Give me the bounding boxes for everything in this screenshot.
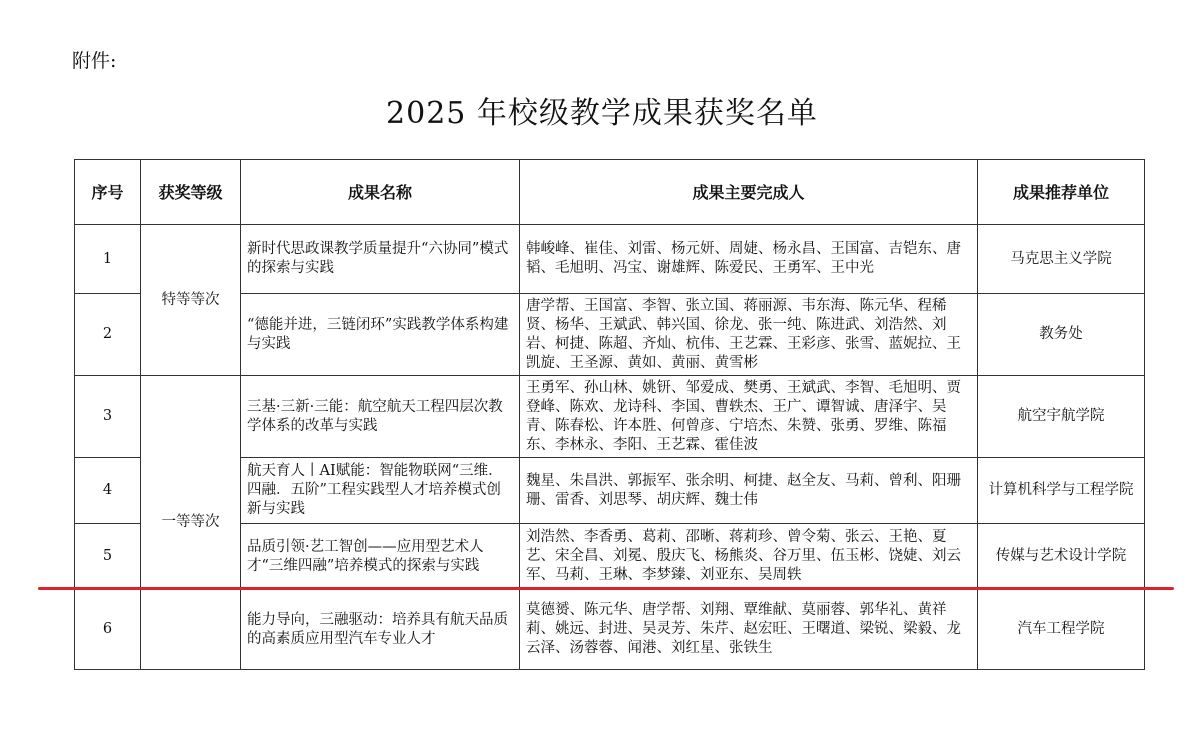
result-name: 能力导向，三融驱动：培养具有航天品质的高素质应用型汽车专业人才 (241, 590, 520, 670)
level-first: 一等等次 (141, 376, 241, 670)
result-unit: 计算机科学与工程学院 (978, 458, 1145, 524)
result-name: 航天育人丨AI赋能：智能物联网“三维．四融．五阶”工程实践型人才培养模式创新与实践 (241, 458, 520, 524)
row-no: 3 (75, 376, 141, 458)
header-no: 序号 (75, 160, 141, 225)
result-people: 刘浩然、李香勇、葛莉、邵晰、蒋莉珍、曾令菊、张云、王艳、夏艺、宋全昌、刘冕、殷庆飞、杨熊炎、谷万里、伍玉彬、饶婕、刘云军、马莉、王琳、李梦臻、刘亚东、吴周轶 (520, 524, 978, 590)
header-people: 成果主要完成人 (520, 160, 978, 225)
result-people: 魏星、朱昌洪、郭振军、张余明、柯捷、赵全友、马莉、曾利、阳珊珊、雷香、刘思琴、胡庆辉、魏士伟 (520, 458, 978, 524)
result-unit: 汽车工程学院 (978, 590, 1145, 670)
result-name: “德能并进，三链闭环”实践教学体系构建与实践 (241, 294, 520, 376)
result-unit: 传媒与艺术设计学院 (978, 524, 1145, 590)
header-name: 成果名称 (241, 160, 520, 225)
result-name: 品质引领·艺工智创——应用型艺术人才“三维四融”培养模式的探索与实践 (241, 524, 520, 590)
header-level: 获奖等级 (141, 160, 241, 225)
table-row (75, 376, 1145, 458)
table-header-row (75, 160, 1145, 225)
document-title: 2025 年校级教学成果获奖名单 (386, 96, 818, 131)
award-table (74, 159, 1145, 670)
result-name: 新时代思政课教学质量提升“六协同”模式的探索与实践 (241, 225, 520, 294)
result-unit: 马克思主义学院 (978, 225, 1145, 294)
result-people: 莫德赟、陈元华、唐学帮、刘翔、覃维献、莫丽蓉、郭华礼、黄祥莉、姚远、封进、吴灵芳、朱芹、赵宏旺、王曙道、梁锐、梁毅、龙云泽、汤蓉蓉、闻港、刘红星、张铁生 (520, 590, 978, 670)
header-unit: 成果推荐单位 (978, 160, 1145, 225)
row-no: 4 (75, 458, 141, 524)
attachment-label: 附件: (72, 50, 117, 72)
result-people: 韩峻峰、崔佳、刘雷、杨元妍、周婕、杨永昌、王国富、吉铠东、唐韬、毛旭明、冯宝、谢雄辉、陈爱民、王勇军、王中光 (520, 225, 978, 294)
result-people: 王勇军、孙山林、姚钘、邹爱成、樊勇、王斌武、李智、毛旭明、贾登峰、陈欢、龙诗科、李国、曹轶杰、王广、谭智诚、唐泽宇、吴青、陈春松、许本胜、何曾彦、宁培杰、朱赞、张勇、罗维、陈福东、李林永、李阳、王艺霖、霍佳波 (520, 376, 978, 458)
row-no: 1 (75, 225, 141, 294)
row-no: 5 (75, 524, 141, 590)
red-annotation-line (38, 587, 1174, 590)
result-unit: 教务处 (978, 294, 1145, 376)
result-name: 三基·三新·三能：航空航天工程四层次教学体系的改革与实践 (241, 376, 520, 458)
result-unit: 航空宇航学院 (978, 376, 1145, 458)
result-people: 唐学帮、王国富、李智、张立国、蒋丽源、韦东海、陈元华、程稀贤、杨华、王斌武、韩兴国、徐龙、张一纯、陈进武、刘浩然、刘岩、柯捷、陈超、齐灿、杭伟、王艺霖、王彩彦、张雪、蓝妮拉、王凯旋、王圣源、黄如、黄丽、黄雪彬 (520, 294, 978, 376)
row-no: 2 (75, 294, 141, 376)
row-no: 6 (75, 590, 141, 670)
table-row (75, 225, 1145, 294)
level-special: 特等等次 (141, 225, 241, 376)
